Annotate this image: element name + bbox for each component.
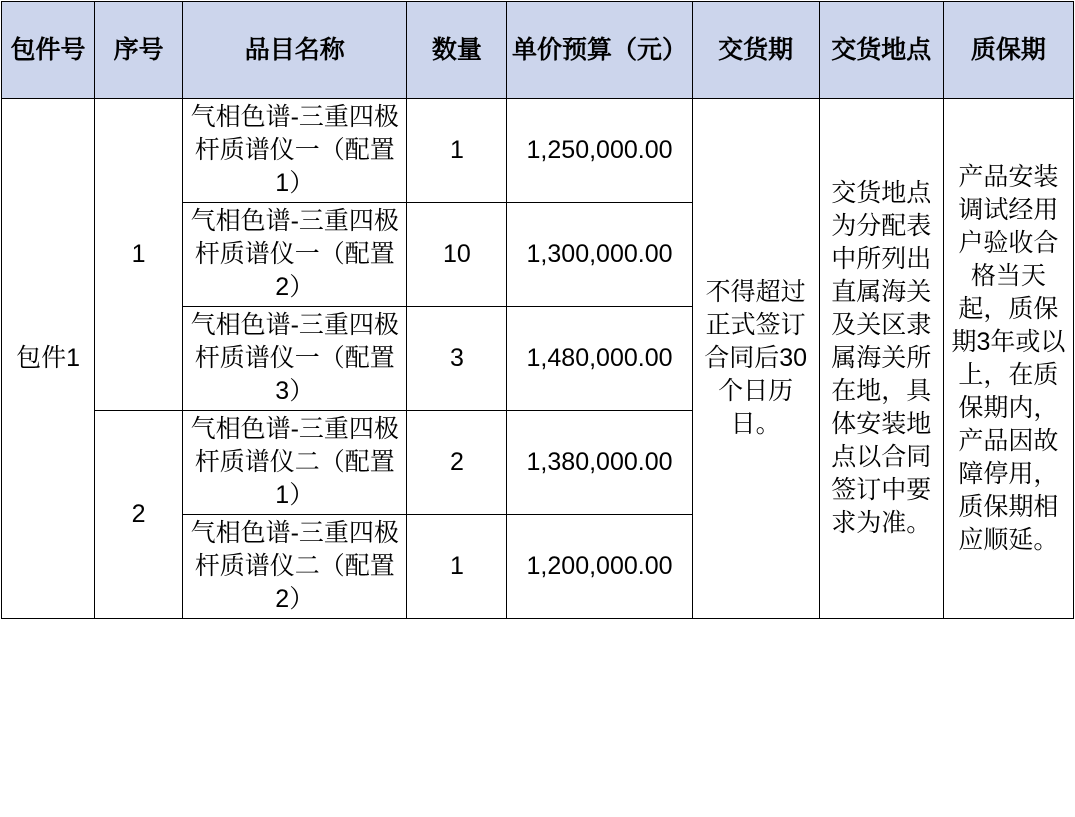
column-header-item-name: 品目名称 xyxy=(183,2,407,99)
cell-sequence-2: 2 xyxy=(95,411,183,619)
table-body xyxy=(2,99,1074,619)
cell-item-name: 气相色谱-三重四极杆质谱仪二（配置1） xyxy=(183,411,407,515)
cell-unit-price: 1,300,000.00 xyxy=(507,203,692,307)
cell-sequence-1: 1 xyxy=(95,99,183,411)
column-header-delivery-period: 交货期 xyxy=(692,2,819,99)
table-header-row xyxy=(2,2,1074,99)
cell-quantity: 1 xyxy=(407,99,507,203)
cell-unit-price: 1,250,000.00 xyxy=(507,99,692,203)
cell-item-name: 气相色谱-三重四极杆质谱仪一（配置3） xyxy=(183,307,407,411)
cell-quantity: 3 xyxy=(407,307,507,411)
table-header xyxy=(2,2,1074,99)
column-header-delivery-place: 交货地点 xyxy=(819,2,943,99)
cell-warranty: 产品安装调试经用户验收合格当天起，质保期3年或以上，在质保期内，产品因故障停用，质保期相应顺延。 xyxy=(943,99,1073,619)
cell-quantity: 10 xyxy=(407,203,507,307)
table-row xyxy=(2,99,1074,203)
cell-quantity: 2 xyxy=(407,411,507,515)
cell-delivery-period: 不得超过正式签订合同后30个日历日。 xyxy=(692,99,819,619)
cell-unit-price: 1,480,000.00 xyxy=(507,307,692,411)
column-header-quantity: 数量 xyxy=(407,2,507,99)
cell-item-name: 气相色谱-三重四极杆质谱仪一（配置1） xyxy=(183,99,407,203)
cell-quantity: 1 xyxy=(407,515,507,619)
column-header-warranty: 质保期 xyxy=(943,2,1073,99)
cell-delivery-place: 交货地点为分配表中所列出直属海关及关区隶属海关所在地，具体安装地点以合同签订中要求为准。 xyxy=(819,99,943,619)
cell-unit-price: 1,200,000.00 xyxy=(507,515,692,619)
cell-package-number: 包件1 xyxy=(2,99,95,619)
column-header-sequence: 序号 xyxy=(95,2,183,99)
cell-unit-price: 1,380,000.00 xyxy=(507,411,692,515)
cell-item-name: 气相色谱-三重四极杆质谱仪一（配置2） xyxy=(183,203,407,307)
column-header-unit-price-budget: 单价预算（元） xyxy=(507,2,692,99)
column-header-package: 包件号 xyxy=(2,2,95,99)
cell-item-name: 气相色谱-三重四极杆质谱仪二（配置2） xyxy=(183,515,407,619)
procurement-items-table xyxy=(1,1,1074,619)
